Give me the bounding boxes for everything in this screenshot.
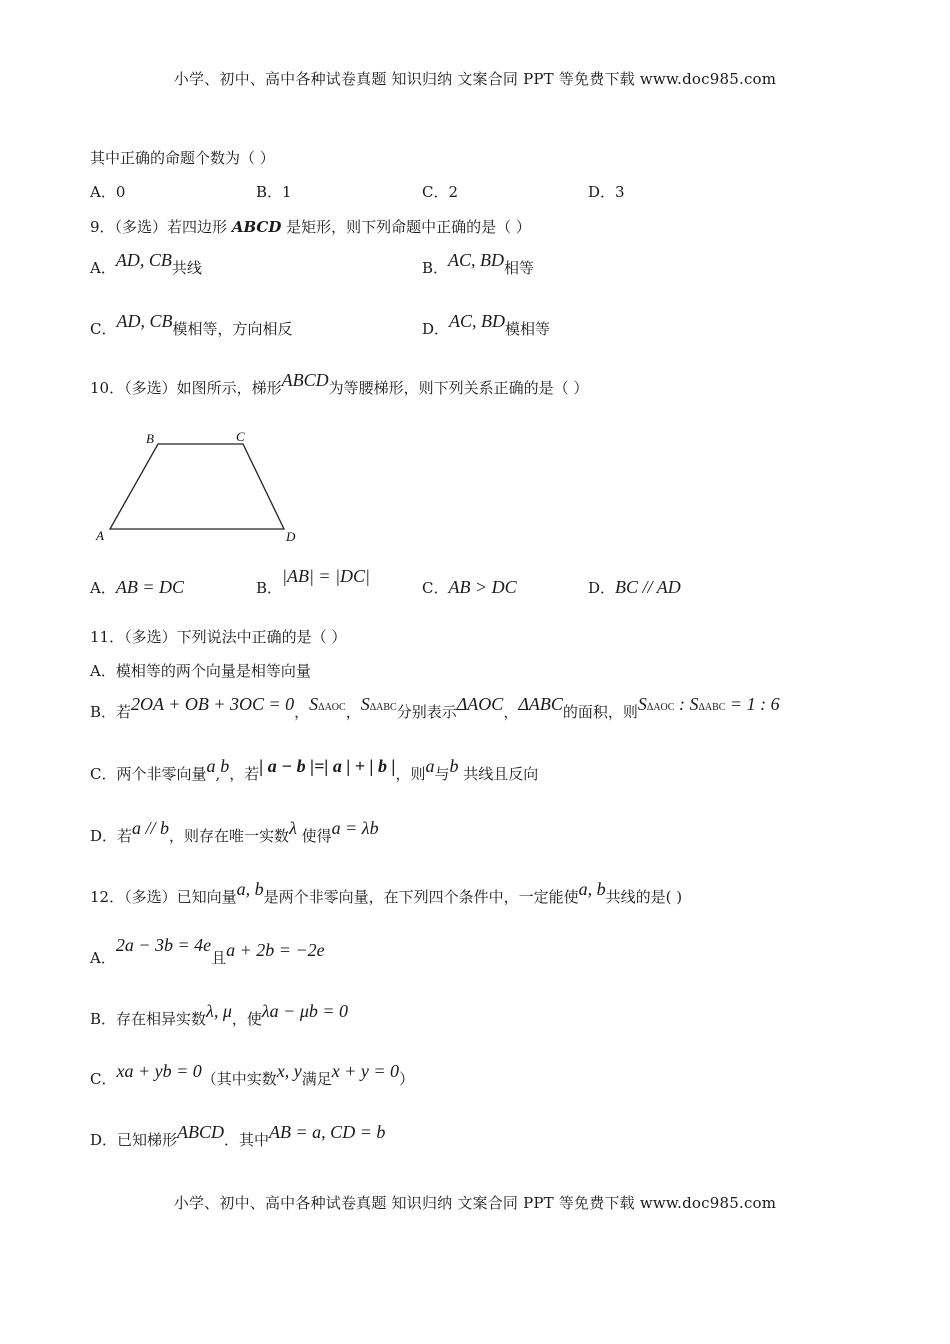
q8-stem: 其中正确的命题个数为（ ）: [90, 149, 275, 167]
q10-stem-math: ABCD: [281, 370, 329, 390]
q10-option-b-label: B．: [256, 579, 283, 597]
q11-option-b-s-abc: [361, 694, 397, 714]
q12-stem-math1: a, b: [236, 879, 264, 899]
q10-option-c-math: AB > DC: [448, 577, 517, 597]
q9-option-a: [90, 250, 202, 278]
q11-option-c: [90, 756, 539, 784]
q12-option-d: [90, 1122, 386, 1150]
q11-r1: S: [637, 694, 647, 714]
q11-c-a2: a: [425, 756, 435, 776]
q12-stem-math2: a, b: [578, 879, 606, 899]
q10-stem-text-a: 10．（多选）如图所示，梯形: [90, 379, 282, 397]
q12-c-eq1: xa + yb = 0: [116, 1061, 202, 1081]
q11-option-a: A．模相等的两个向量是相等向量: [90, 662, 311, 680]
vertex-label-d: D: [286, 529, 296, 544]
q12-stem-text-c: 共线的是( ): [605, 888, 683, 906]
q11-c-tail: 共线且反向: [458, 765, 539, 783]
q11-r3: = 1 : 6: [725, 694, 780, 714]
q11-option-b-eq: 2OA + OB + 3OC = 0: [131, 694, 295, 714]
q9-stem-text-b: 是矩形，则下列命题中正确的是（ ）: [281, 218, 531, 236]
q11-option-c-label: C．两个非零向量: [90, 765, 207, 783]
q10-option-c: [422, 577, 517, 598]
q11-c-a: a: [206, 756, 216, 776]
q11-c-and: 与: [434, 765, 450, 783]
q9-option-a-text: 共线: [171, 259, 202, 277]
q9-option-b-text: 相等: [504, 259, 535, 277]
trapezoid-figure: [90, 425, 310, 550]
q12-a-and: 且: [211, 949, 227, 967]
q8-option-a: A．0: [90, 183, 126, 201]
q12-option-c: [90, 1061, 415, 1089]
q12-c-eq2: x + y = 0: [331, 1061, 400, 1081]
q11-c-abs-eq: | a − b |=| a | + | b |: [259, 756, 396, 776]
q11-option-d-label: D．若: [90, 827, 133, 845]
q12-d-abcd: ABCD: [177, 1122, 225, 1142]
q10-option-d-label: D．: [588, 579, 616, 597]
q12-option-d-label: D．已知梯形: [90, 1131, 178, 1149]
q12-d-text: ．其中: [224, 1131, 270, 1149]
q9-option-b-math: AC, BD: [448, 250, 505, 270]
q9-option-d-label: D．: [422, 320, 450, 338]
q11-r1-sub: ΔAOC: [646, 702, 675, 713]
q12-option-a: [90, 935, 325, 968]
q12-b-text: ，使: [231, 1010, 262, 1028]
q11-option-b: [90, 694, 780, 722]
q11-option-b-sep1: ，: [294, 703, 310, 721]
q8-option-b: B．1: [256, 183, 292, 201]
q12-stem-text-a: 12．（多选）已知向量: [90, 888, 237, 906]
q11-option-b-text1: 分别表示: [396, 703, 457, 721]
q11-d-text2: 使得: [296, 827, 332, 845]
q9-stem-abcd: ABCD: [231, 218, 282, 236]
q12-stem-text-b: 是两个非零向量，在下列四个条件中，一定能使: [263, 888, 579, 906]
q9-stem: [90, 216, 531, 237]
q11-c-if: ，若: [229, 765, 260, 783]
q12-c-text3: ）: [399, 1070, 415, 1088]
q11-d-parallel: a // b: [132, 818, 170, 838]
trapezoid-shape: [110, 444, 284, 529]
q11-option-b-ratio: [638, 694, 780, 714]
q9-option-c-text: 模相等，方向相反: [172, 320, 293, 338]
q11-c-b2: b: [449, 756, 459, 776]
q12-option-b: [90, 1001, 349, 1029]
q9-option-b-label: B．: [422, 259, 449, 277]
q10-option-b: [256, 566, 370, 597]
q11-s2: S: [360, 694, 370, 714]
q12-c-text1: （其中实数: [201, 1070, 277, 1088]
q11-r2: : S: [674, 694, 699, 714]
q12-b-eq: λa − μb = 0: [261, 1001, 349, 1021]
q10-option-a-label: A．: [90, 579, 116, 597]
q11-d-lambda: λ: [289, 818, 297, 838]
q10-option-d-math: BC // AD: [615, 577, 681, 597]
q9-option-a-math: AD, CB: [115, 250, 172, 270]
q11-option-b-sep2: ，: [345, 703, 361, 721]
q12-d-eq: AB = a, CD = b: [269, 1122, 386, 1142]
q12-a-eq1: 2a − 3b = 4e: [115, 935, 212, 955]
q11-option-b-sep3: ，: [503, 703, 519, 721]
q10-option-a-math: AB = DC: [115, 577, 184, 597]
page-header: 小学、初中、高中各种试卷真题 知识归纳 文案合同 PPT 等免费下载 www.doc985.com: [173, 70, 777, 88]
vertex-label-c: C: [236, 429, 245, 444]
q11-stem: 11．（多选）下列说法中正确的是（ ）: [90, 628, 347, 646]
q11-r2-sub: ΔABC: [698, 702, 726, 713]
q10-option-a: [90, 577, 184, 598]
q9-option-c-label: C．: [90, 320, 117, 338]
q12-c-text2: 满足: [301, 1070, 332, 1088]
q11-option-d: [90, 818, 379, 846]
q8-option-c: C．2: [422, 183, 459, 201]
q12-option-c-label: C．: [90, 1070, 117, 1088]
q11-option-b-s-aoc: [309, 694, 346, 714]
q9-option-c: [90, 311, 293, 339]
q9-option-d: [422, 311, 551, 339]
q11-option-b-label: B．若: [90, 703, 132, 721]
page-footer: 小学、初中、高中各种试卷真题 知识归纳 文案合同 PPT 等免费下载 www.doc985.com: [173, 1194, 777, 1212]
q9-option-d-text: 模相等: [505, 320, 551, 338]
q11-c-b: b: [220, 756, 230, 776]
q9-option-a-label: A．: [90, 259, 116, 277]
q11-option-b-text2: 的面积，则: [562, 703, 638, 721]
q11-option-b-tri-aoc: ΔAOC: [456, 694, 504, 714]
q11-d-eq: a = λb: [331, 818, 379, 838]
q12-option-b-label: B．存在相异实数: [90, 1010, 207, 1028]
q9-stem-text-a: 9．（多选）若四边形: [90, 218, 232, 236]
q12-b-lambda-mu: λ, μ: [206, 1001, 232, 1021]
q10-stem: [90, 370, 589, 398]
q12-c-xy: x, y: [276, 1061, 302, 1081]
q11-c-then: ，则: [395, 765, 426, 783]
vertex-label-b: B: [146, 431, 154, 446]
q10-option-b-math: |AB| = |DC|: [282, 566, 370, 586]
q12-option-a-label: A．: [90, 949, 116, 967]
q10-option-d: [588, 577, 681, 598]
q12-a-eq2: a + 2b = −2e: [226, 940, 325, 960]
q9-option-c-math: AD, CB: [116, 311, 173, 331]
q11-c-comma: ,: [215, 765, 221, 783]
q11-option-b-tri-abc: ΔABC: [518, 694, 563, 714]
q11-s1-sub: ΔAOC: [318, 702, 346, 713]
q9-option-b: [422, 250, 535, 278]
q11-d-text1: ，则存在唯一实数: [169, 827, 290, 845]
vertex-label-a: A: [96, 528, 104, 543]
q8-option-d: D．3: [588, 183, 625, 201]
q10-option-c-label: C．: [422, 579, 449, 597]
q12-stem: [90, 879, 683, 907]
q9-option-d-math: AC, BD: [449, 311, 506, 331]
q11-s2-sub: ΔABC: [369, 702, 397, 713]
q10-stem-text-b: 为等腰梯形，则下列关系正确的是（ ）: [328, 379, 589, 397]
q11-s1: S: [309, 694, 319, 714]
